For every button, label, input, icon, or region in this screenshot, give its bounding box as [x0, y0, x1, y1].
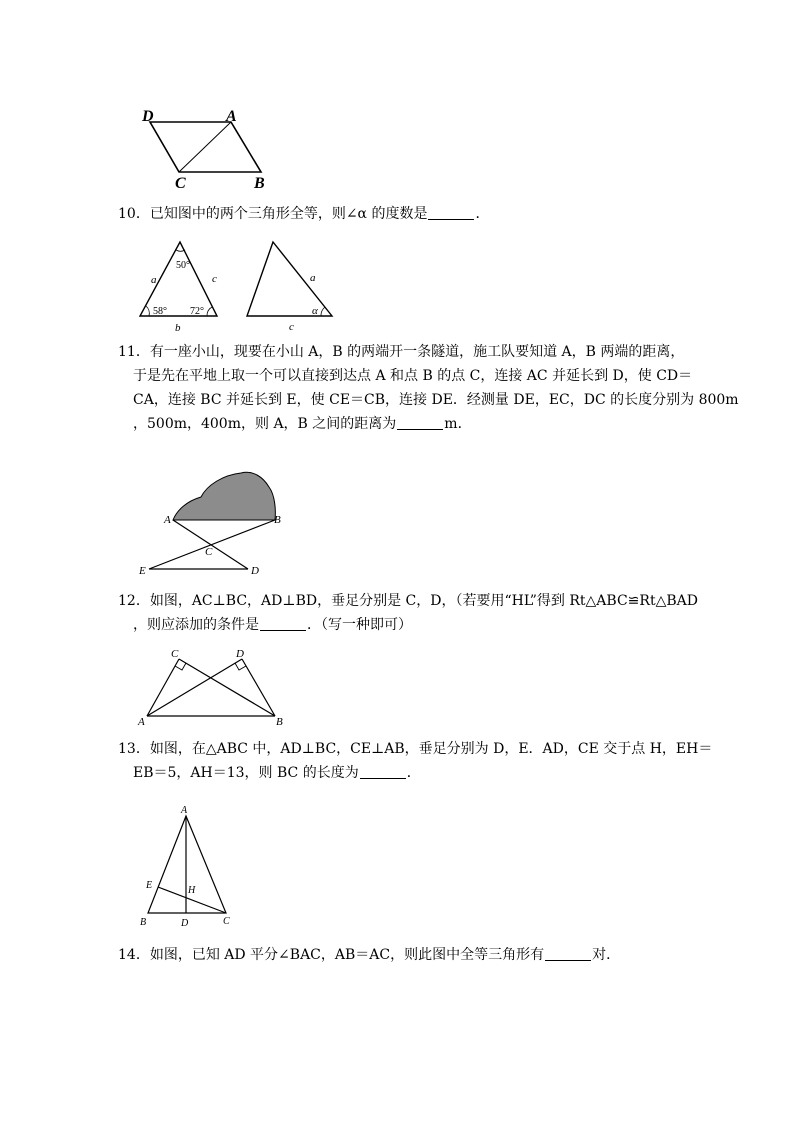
q13-label-E: E	[146, 880, 153, 891]
label-C: C	[175, 175, 186, 190]
q13-label-H: H	[188, 885, 196, 896]
q12-line2	[118, 613, 698, 637]
label-B: B	[254, 175, 265, 190]
q11-label-C: C	[205, 546, 213, 558]
parallelogram-figure	[135, 105, 275, 190]
q11-hill-figure	[135, 465, 295, 580]
q10-triangles-figure	[135, 236, 345, 338]
q13-label-D: D	[181, 918, 189, 929]
q10-angle-right: 72°	[190, 306, 204, 317]
q13-answer-blank[interactable]	[360, 764, 406, 779]
q13-line1: 13．如图，在△ABC 中，AD⊥BC，CE⊥AB，垂足分别为 D，E．AD，CE 交于点 H，EH＝	[118, 741, 713, 757]
q10-angle-top: 50°	[176, 260, 190, 271]
q14-text-before: 14．如图，已知 AD 平分∠BAC，AB＝AC，则此图中全等三角形有	[118, 947, 545, 963]
q10-answer-blank[interactable]	[428, 205, 474, 220]
q12-label-D: D	[236, 648, 244, 660]
q11-line4-before: ，500m，400m，则 A，B 之间的距离为	[133, 416, 397, 432]
label-D: D	[142, 108, 154, 125]
q13-label-C: C	[223, 916, 230, 927]
q11-line4	[118, 412, 739, 436]
q12-answer-blank[interactable]	[260, 616, 306, 631]
q14-text-after: 对．	[592, 947, 621, 963]
q11-line2: 于是先在平地上取一个可以直接到达点 A 和点 B 的点 C，连接 AC 并延长到 D，使 CD＝	[133, 368, 693, 384]
q12-figure	[135, 645, 295, 727]
q12-label-C: C	[171, 648, 179, 660]
q11-label-A: A	[164, 514, 171, 526]
q12-line2-after: ．（写一种即可）	[307, 617, 412, 633]
label-A: A	[226, 108, 237, 125]
q11-line3: CA，连接 BC 并延长到 E，使 CE＝CB，连接 DE．经测量 DE，EC，DC 的长度分别为 800m	[133, 392, 739, 408]
question-12	[118, 589, 698, 637]
q10-t2-alpha: α	[312, 305, 318, 317]
q13-line2-before: EB＝5，AH＝13，则 BC 的长度为	[133, 765, 359, 781]
q10-text-before: 10．已知图中的两个三角形全等，则∠α 的度数是	[118, 206, 428, 222]
q11-answer-blank[interactable]	[397, 415, 443, 430]
q12-line1: 12．如图，AC⊥BC，AD⊥BD，垂足分别是 C，D，（若要用“HL”得到 Rt△ABC≌Rt△BAD	[118, 593, 698, 609]
q13-label-B: B	[140, 917, 147, 928]
q10-angle-left: 58°	[153, 306, 167, 317]
q11-line1: 11．有一座小山，现要在小山 A，B 的两端开一条隧道，施工队要知道 A，B 两端的距离，	[118, 344, 685, 360]
q10-side-c: c	[212, 273, 217, 285]
q11-line4-after: m．	[444, 416, 472, 432]
q11-label-D: D	[251, 565, 259, 577]
q10-side-b: b	[175, 322, 181, 334]
q13-line2-after: ．	[406, 765, 421, 781]
q12-line2-before: ，则应添加的条件是	[133, 617, 259, 633]
question-14	[118, 943, 620, 967]
q13-line2	[118, 761, 712, 785]
q13-label-A: A	[181, 805, 188, 816]
q11-label-E: E	[139, 565, 146, 577]
question-13	[118, 737, 712, 785]
q10-side-a: a	[151, 274, 157, 286]
question-11	[118, 340, 739, 436]
q10-t2-side-a: a	[310, 272, 316, 284]
q11-label-B: B	[274, 514, 281, 526]
q10-t2-side-c: c	[289, 321, 294, 333]
q12-label-A: A	[138, 716, 145, 727]
q13-figure	[135, 802, 245, 930]
q14-answer-blank[interactable]	[545, 946, 591, 961]
q12-label-B: B	[276, 716, 283, 727]
q10-text-after: ．	[475, 206, 490, 222]
question-10	[118, 202, 489, 226]
